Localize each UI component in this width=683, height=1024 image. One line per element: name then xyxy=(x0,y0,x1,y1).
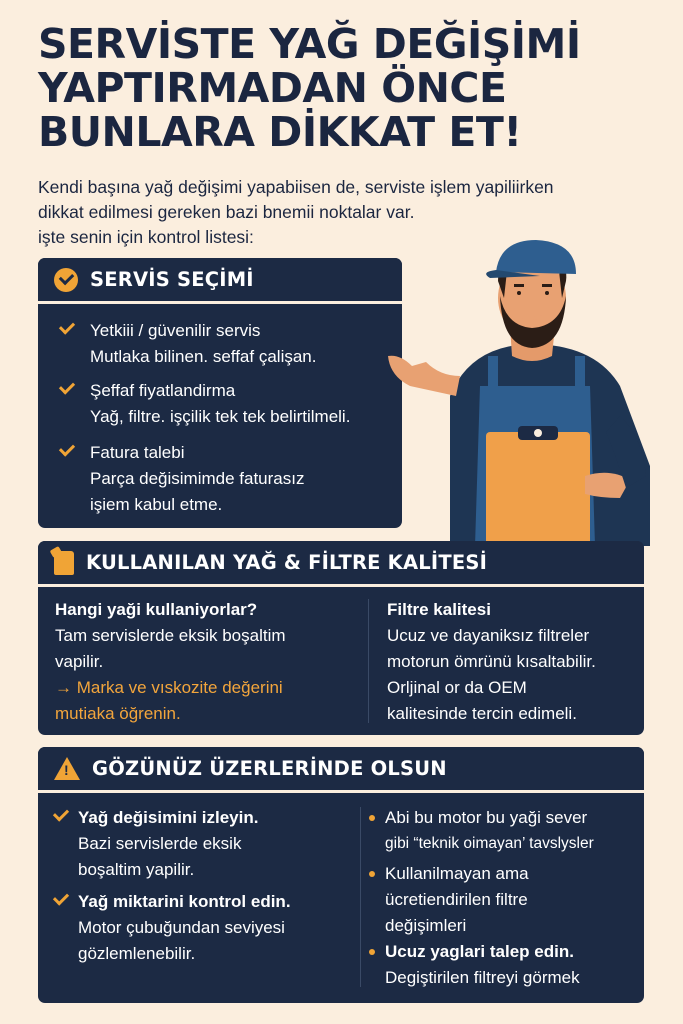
column-detail: motorun ömrünü kısaltabilir. xyxy=(387,652,596,671)
column-note: → Marka ve vıskozite değerini xyxy=(55,678,283,697)
intro-line-3: işte senin için kontrol listesi: xyxy=(38,227,254,247)
panel-header xyxy=(38,747,644,793)
column-heading: Filtre kalitesi xyxy=(387,600,491,619)
title-line-1: SERVİSTE YAĞ DEĞİŞİMİ xyxy=(38,20,581,68)
panel-title: GÖZÜNÜZ ÜZERLERİNDE OLSUN xyxy=(92,757,447,780)
item-heading: Yağ miktarini kontrol edin. xyxy=(78,892,291,911)
column-divider xyxy=(360,807,361,987)
list-item xyxy=(78,805,258,883)
checkmark-icon xyxy=(59,378,75,394)
checkmark-icon xyxy=(53,805,69,821)
list-item xyxy=(385,861,529,939)
item-detail: gözlemlenebilir. xyxy=(78,944,196,963)
bullet-icon xyxy=(369,949,375,955)
item-detail: boşaltim yapilir. xyxy=(78,860,195,879)
panel-header xyxy=(38,541,644,587)
item-heading: Yağ değisimini izleyin. xyxy=(78,808,259,827)
item-detail: Bazi servislerde eksik xyxy=(78,834,242,853)
list-item xyxy=(78,889,291,967)
panel-title: KULLANILAN YAĞ & FİLTRE KALİTESİ xyxy=(86,551,488,574)
checkmark-icon xyxy=(53,889,69,905)
item-heading: Fatura talebi xyxy=(90,443,185,462)
item-detail: Kullanilmayan ama xyxy=(385,864,529,883)
item-detail: Motor çubuğundan seviyesi xyxy=(78,918,285,937)
intro-line-1: Kendi başına yağ değişimi yapabiisen de, serviste işlem yapiliirken xyxy=(38,177,554,197)
list-item xyxy=(90,440,304,518)
item-detail: Degiştirilen filtreyi görmek xyxy=(385,968,580,987)
item-detail: Yağ, filtre. işçilik tek tek belirtilmeli. xyxy=(90,407,351,426)
list-item xyxy=(90,378,350,430)
column-divider xyxy=(368,599,369,723)
panel-title: SERVİS SEÇİMİ xyxy=(90,268,254,291)
title-line-2: YAPTIRMADAN ÖNCE xyxy=(38,64,507,112)
item-detail: Parça değisimimde faturasız xyxy=(90,469,305,488)
panel-header xyxy=(38,258,402,304)
item-detail: gibi “teknik oimayan’ tavslysler xyxy=(385,835,594,852)
checkmark-icon xyxy=(59,318,75,334)
column-left xyxy=(55,597,286,727)
item-detail: işiem kabul etme. xyxy=(90,495,223,514)
checkmark-icon xyxy=(59,440,75,456)
column-right xyxy=(387,597,596,727)
list-item xyxy=(385,939,580,991)
bullet-icon xyxy=(369,871,375,877)
item-heading: Ucuz yaglari talep edin. xyxy=(385,942,574,961)
column-detail: Orljinal or da OEM xyxy=(387,678,527,697)
column-heading: Hangi yaği kullaniyorlar? xyxy=(55,600,258,619)
item-heading: Yetkiii / güvenilir servis xyxy=(90,321,261,340)
item-detail: Abi bu motor bu yaği sever xyxy=(385,808,588,827)
mechanic-illustration xyxy=(380,236,670,546)
check-circle-icon xyxy=(54,268,78,292)
title-line-3: BUNLARA DİKKAT ET! xyxy=(38,108,522,156)
column-detail: Ucuz ve dayaniksız filtreler xyxy=(387,626,590,645)
column-note: mutiaka öğrenin. xyxy=(55,704,181,723)
column-detail: vapilir. xyxy=(55,652,104,671)
item-detail: değişimleri xyxy=(385,916,467,935)
list-item xyxy=(385,805,594,857)
item-detail: Mutlaka bilinen. seffaf çalişan. xyxy=(90,347,317,366)
oil-can-icon xyxy=(54,551,74,575)
panel-oil-filter-quality xyxy=(38,541,644,735)
panel-service-selection xyxy=(38,258,402,528)
panel-watch-these xyxy=(38,747,644,1003)
warning-icon: ! xyxy=(54,757,80,780)
column-detail: Tam servislerde eksik boşaltim xyxy=(55,626,286,645)
bullet-icon xyxy=(369,815,375,821)
list-item xyxy=(90,318,316,370)
page-title xyxy=(38,22,598,154)
item-detail: ücretiendirilen filtre xyxy=(385,890,528,909)
column-detail: kalitesinde tercin edimeli. xyxy=(387,704,577,723)
item-heading: Şeffaf fiyatlandirma xyxy=(90,381,236,400)
intro-line-2: dikkat edilmesi gereken bazi bnemii noktalar var. xyxy=(38,202,415,222)
